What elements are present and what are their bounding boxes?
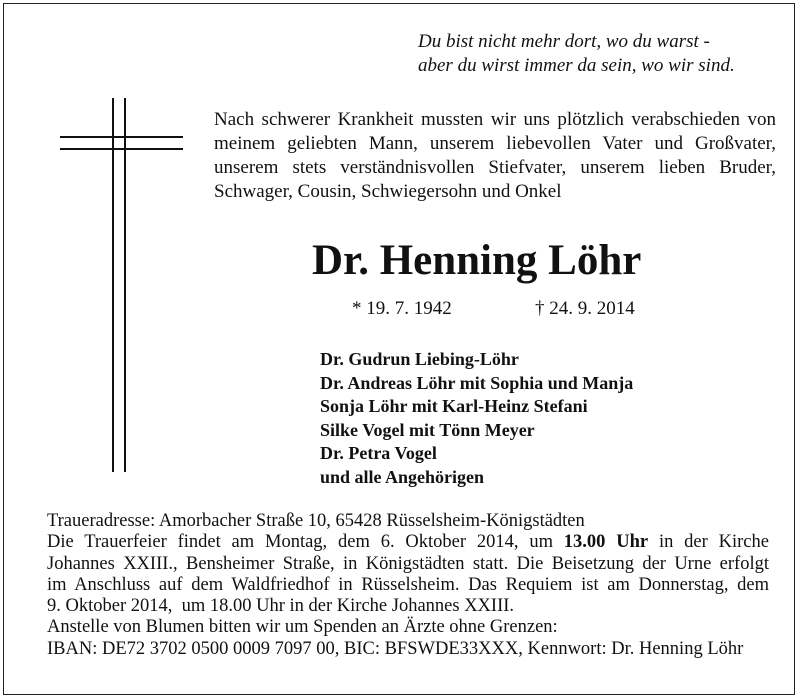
intro-line: Schwager, Cousin, Schwiegersohn und Onkel [214,181,562,202]
service-details [47,532,769,553]
intro-line: unserem stets verständnisvollen Stiefvater, unserem lieben Bruder, [214,157,776,178]
death-date: † 24. 9. 2014 [535,298,635,319]
mourner: Sonja Löhr mit Karl-Heinz Stefani [320,396,588,416]
quote-line: aber du wirst immer da sein, wo wir sind. [418,55,735,76]
mourner: Dr. Andreas Löhr mit Sophia und Manja [320,372,634,393]
donation-request: Anstelle von Blumen bitten wir um Spenden an Ärzte ohne Grenzen: [47,617,558,638]
cross-intersection [114,138,124,148]
mourners-list [320,348,633,489]
deceased-name: Dr. Henning Löhr [312,237,642,284]
service-text: 9. Oktober 2014, um 18.00 Uhr in der Kirche Johannes XXIII. [47,596,515,617]
bank-details: IBAN: DE72 3702 0500 0009 7097 00, BIC: BFSWDE33XXX, Kennwort: Dr. Henning Löhr [47,638,744,659]
intro-line: meinem geliebten Mann, unserem liebevollen Vater und Großvater, [214,133,776,154]
footer-info [47,511,769,660]
mourner: Silke Vogel mit Tönn Meyer [320,419,535,440]
mourner: und alle Angehörigen [320,466,485,487]
quote-line: Du bist nicht mehr dort, wo du warst - [418,31,710,52]
cross-vertical-bar [112,98,126,472]
mourner: Dr. Petra Vogel [320,443,437,463]
quote [418,30,778,78]
service-text: Die Trauerfeier findet am Montag, dem 6. Oktober 2014, um [47,532,564,553]
service-text: Johannes XXIII., Bensheimer Straße, in Königstädten statt. Die Beisetzung der Urne erfolgt [47,553,769,574]
intro-line: Nach schwerer Krankheit mussten wir uns plötzlich verabschieden von [214,109,776,130]
cross-icon [60,98,180,498]
service-text: in der Kirche [648,532,769,553]
birth-date: * 19. 7. 1942 [352,298,452,319]
service-text: im Anschluss auf dem Waldfriedhof in Rüsselsheim. Das Requiem ist am Donnerstag, dem [47,574,769,595]
intro-text [214,108,776,204]
mourner: Dr. Gudrun Liebing-Löhr [320,349,519,369]
service-time: 13.00 Uhr [563,532,649,553]
mourning-address: Traueradresse: Amorbacher Straße 10, 65428 Rüsselsheim-Königstädten [47,511,585,531]
